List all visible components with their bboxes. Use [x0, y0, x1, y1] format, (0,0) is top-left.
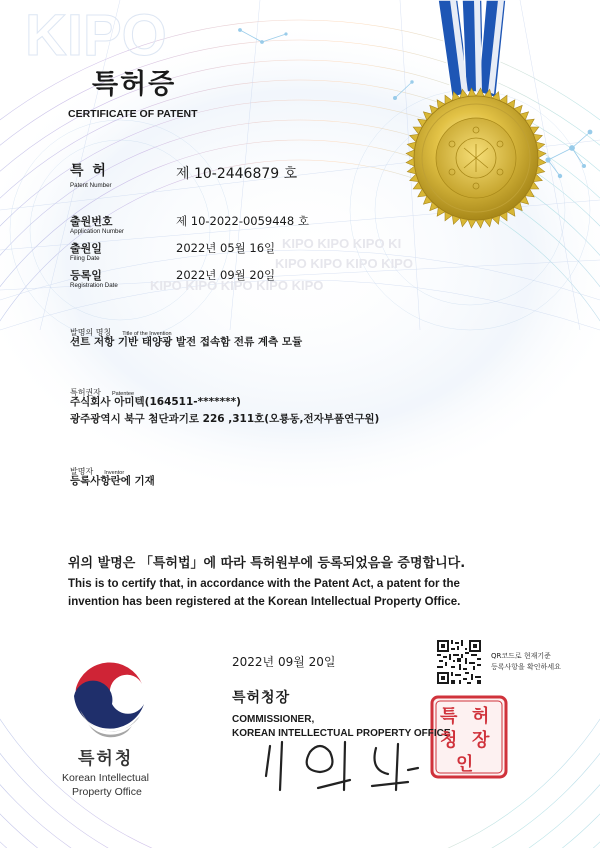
filing-date-value: 2022년 05월 16일	[176, 241, 276, 255]
patentee-label-en: Patentee	[112, 391, 135, 397]
filing-date-label-en: Filing Date	[70, 255, 100, 262]
patentee-name: 주식회사 아미텍(164511-*******)	[70, 396, 241, 408]
patent-number-label-en: Patent Number	[70, 182, 112, 189]
application-number-label: 출원번호	[70, 215, 113, 228]
commissioner-title: 특허청장	[232, 690, 291, 706]
application-number-value: 제 10-2022-0059448 호	[176, 214, 309, 228]
invention-label-en: Title of the Invention	[122, 331, 172, 337]
seal-char-2: 허	[472, 706, 490, 727]
patent-number-value: 제 10-2446879 호	[176, 166, 298, 182]
qr-caption-line-1: QR코드로 현재기준	[491, 652, 551, 660]
application-number-label-en: Application Number	[70, 228, 124, 235]
patent-number-label: 특 허	[70, 163, 108, 179]
patentee-label: 특허권자	[70, 388, 101, 397]
registration-date-value: 2022년 09월 20일	[176, 268, 276, 282]
inventor-label-en: Inventor	[104, 470, 125, 476]
filing-date-label: 출원일	[70, 242, 102, 255]
commissioner-title-en-2: KOREAN INTELLECTUAL PROPERTY OFFICE	[232, 728, 451, 739]
office-name-en-1: Korean Intellectual	[62, 772, 149, 784]
inventor-label: 발명자	[70, 467, 94, 476]
signature	[266, 742, 418, 790]
qr-caption-line-2: 등록사항을 확인하세요	[491, 663, 561, 671]
commissioner-title-en-1: COMMISSIONER,	[232, 714, 315, 725]
invention-label: 발명의 명칭	[70, 328, 112, 337]
qr-code	[437, 640, 481, 684]
issue-date: 2022년 09월 20일	[232, 655, 336, 669]
invention-title: 션트 저항 기반 태양광 발전 접속함 전류 계측 모듈	[70, 336, 303, 348]
certification-statement-en-1: This is to certify that, in accordance with the Patent Act, a patent for the	[68, 578, 460, 590]
certification-statement-en-2: invention has been registered at the Korean Intellectual Property Office.	[68, 596, 461, 608]
svg-text:KIPO KIPO KIPO KI: KIPO KIPO KIPO KI	[282, 236, 402, 251]
seal-char-4: 장	[472, 730, 490, 751]
patentee-address: 광주광역시 북구 첨단과기로 226 ,311호(오룡동,전자부품연구원)	[70, 413, 380, 425]
certification-statement-ko: 위의 발명은 「특허법」에 따라 특허원부에 등록되었음을 증명합니다.	[68, 556, 466, 571]
kipo-logo-icon	[72, 660, 148, 737]
certificate-title: 특허증	[92, 69, 177, 100]
office-name-ko: 특허청	[78, 749, 134, 769]
seal-characters	[436, 700, 502, 774]
inventor-value: 등록사항란에 기재	[70, 475, 155, 487]
qr-caption	[491, 651, 561, 673]
kipo-watermark-large: KIPO	[25, 3, 167, 68]
svg-text:KIPO KIPO KIPO KIPO KIPO: KIPO KIPO KIPO KIPO KIPO	[150, 278, 324, 293]
office-name-en-2: Property Office	[72, 786, 142, 798]
seal-char-1: 특	[440, 706, 458, 727]
registration-date-label-en: Registration Date	[70, 282, 118, 289]
seal-char-5: 인	[456, 754, 474, 775]
svg-text:KIPO KIPO KIPO KIPO: KIPO KIPO KIPO KIPO	[275, 256, 413, 271]
certificate-title-en: CERTIFICATE OF PATENT	[68, 108, 198, 120]
seal-char-3: 청	[440, 730, 458, 751]
registration-date-label: 등록일	[70, 269, 102, 282]
